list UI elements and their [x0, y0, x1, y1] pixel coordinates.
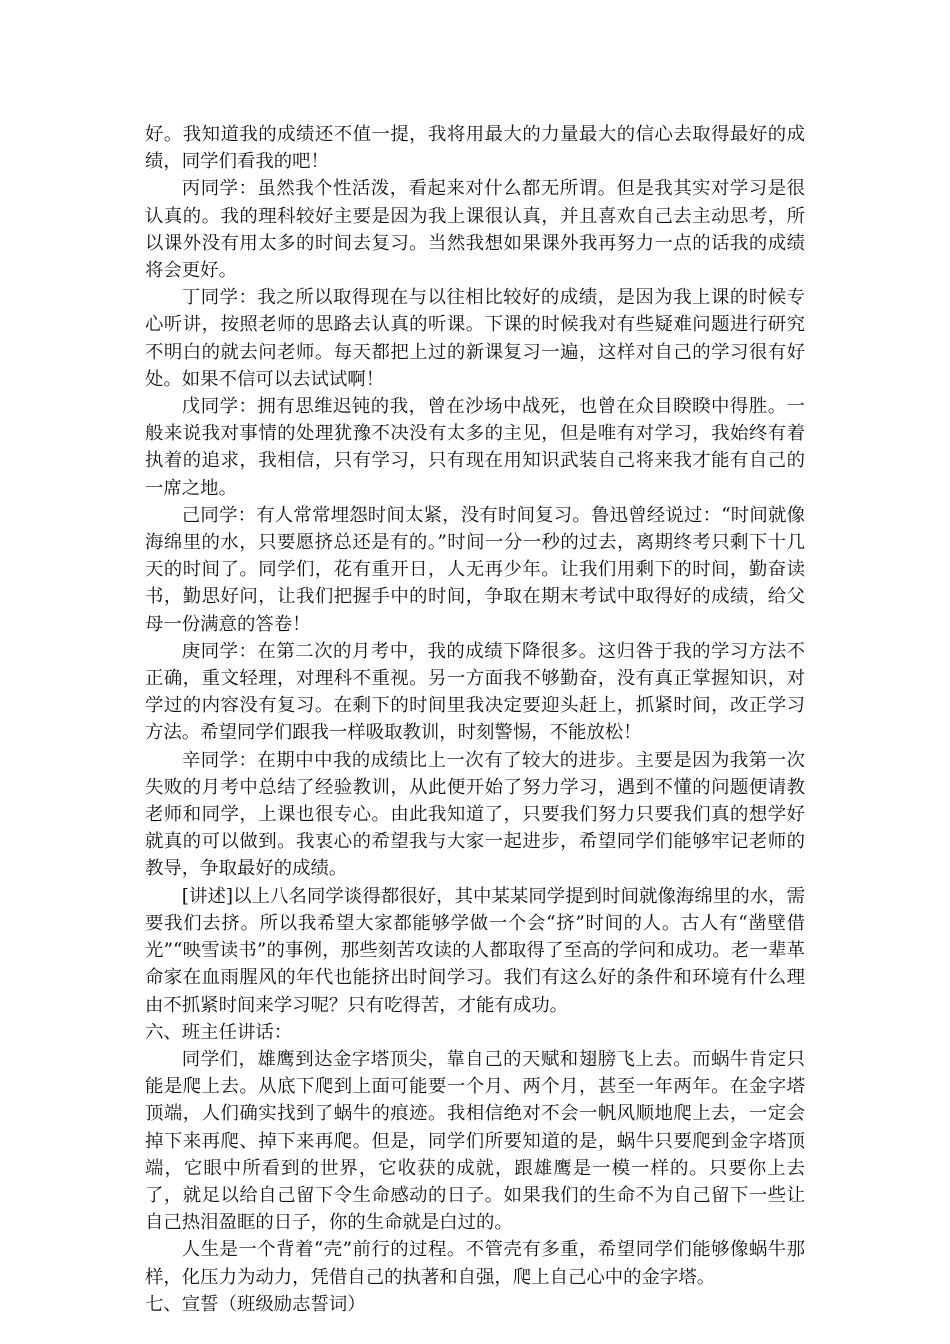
paragraph-teacher-speech: 同学们，雄鹰到达金字塔顶尖，靠自己的天赋和翅膀飞上去。而蜗牛肯定只能是爬上去。从底下爬到上面可能要一个月、两个月，甚至一年两年。在金字塔顶端，人们确实找到了蜗牛的痕迹。我相信绝对不会一帆风顺地爬上去，一定会掉下来再爬、掉下来再爬。但是，同学们所要知道的是，蜗牛只要爬到金字塔顶端，它眼中所看到的世界，它收获的成就，跟雄鹰是一模一样的。只要你上去了，就足以给自己留下令生命感动的日子。如果我们的生命不为自己留下一些让自己热泪盈眶的日子，你的生命就是白过的。: [145, 1048, 805, 1234]
section-heading-oath: 七、宣誓（班级励志誓词）: [145, 1293, 366, 1315]
paragraph-teacher-closing: 人生是一个背着“壳”前行的过程。不管壳有多重，希望同学们能够像蜗牛那样，化压力为动力，凭借自己的执著和自强，爬上自己心中的金字塔。: [145, 1239, 805, 1288]
paragraph-continuation: 好。我知道我的成绩还不值一提，我将用最大的力量最大的信心去取得最好的成绩，同学们看我的吧！: [145, 124, 805, 173]
paragraph-student-bing: 丙同学：虽然我个性活泼，看起来对什么都无所谓。但是我其实对学习是很认真的。我的理科较好主要是因为我上课很认真，并且喜欢自己去主动思考，所以课外没有用太多的时间去复习。当然我想如果课外我再努力一点的话我的成绩将会更好。: [145, 178, 805, 282]
document-page: [145, 121, 805, 1318]
paragraph-student-xin: 辛同学：在期中中我的成绩比上一次有了较大的进步。主要是因为我第一次失败的月考中总结了经验教训，从此便开始了努力学习，遇到不懂的问题便请教老师和同学，上课也很专心。由此我知道了，只要我们努力只要我们真的想学好就真的可以做到。我衷心的希望我与大家一起进步，希望同学们能够牢记老师的教导，争取最好的成绩。: [145, 749, 805, 880]
paragraph-narration: [讲述]以上八名同学谈得都很好，其中某某同学提到时间就像海绵里的水，需要我们去挤。所以我希望大家都能够学做一个会“挤”时间的人。古人有“凿壁借光”“映雪读书”的事例，那些刻苦攻读的人都取得了至高的学问和成功。老一辈革命家在血雨腥风的年代也能挤出时间学习。我们有这么好的条件和环境有什么理由不抓紧时间来学习呢？只有吃得苦，才能有成功。: [145, 885, 805, 1016]
paragraph-student-geng: 庚同学：在第二次的月考中，我的成绩下降很多。这归咎于我的学习方法不正确，重文轻理，对理科不重视。另一方面我不够勤奋，没有真正掌握知识，对学过的内容没有复习。在剩下的时间里我决定要迎头赶上，抓紧时间，改正学习方法。希望同学们跟我一样吸取教训，时刻警惕，不能放松！: [145, 640, 805, 744]
paragraph-student-ding: 丁同学：我之所以取得现在与以往相比较好的成绩，是因为我上课的时候专心听讲，按照老师的思路去认真的听课。下课的时候我对有些疑难问题进行研究不明白的就去问老师。每天都把上过的新课复习一遍，这样对自己的学习很有好处。如果不信可以去试试啊！: [145, 287, 805, 390]
paragraph-student-wu: 戊同学：拥有思维迟钝的我，曾在沙场中战死，也曾在众目睽睽中得胜。一般来说我对事情的处理犹豫不决没有太多的主见，但是唯有对学习，我始终有着执着的追求，我相信，只有学习，只有现在用知识武装自己将来我才能有自己的一席之地。: [145, 396, 805, 499]
section-heading-teacher-speech: 六、班主任讲话：: [145, 1021, 293, 1043]
paragraph-student-ji: 己同学：有人常常埋怨时间太紧，没有时间复习。鲁迅曾经说过：“时间就像海绵里的水，只要愿挤总还是有的。”时间一分一秒的过去，离期终考只剩下十几天的时间了。同学们，花有重开日，人无再少年。让我们用剩下的时间，勤奋读书，勤思好问，让我们把握手中的时间，争取在期末考试中取得好的成绩，给父母一份满意的答卷！: [145, 504, 805, 635]
